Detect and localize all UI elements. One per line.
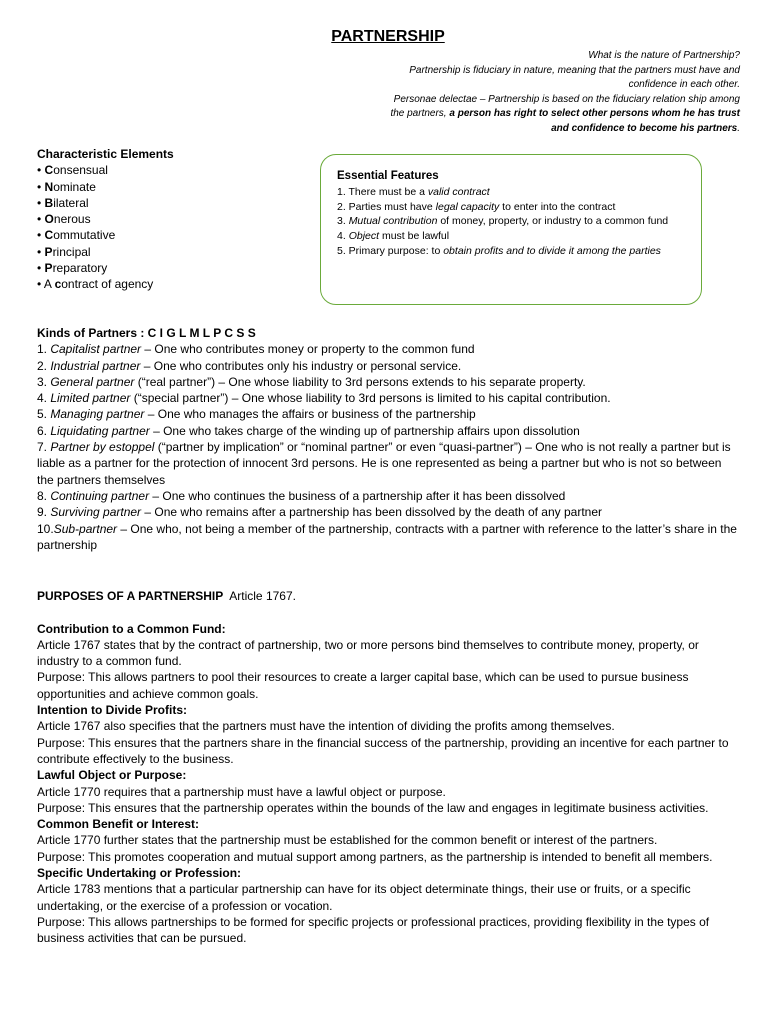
purposes-heading-line	[37, 588, 742, 604]
characteristic-item: • Onerous	[37, 212, 91, 227]
kinds-item: 3. General partner (“real partner”) – One whose liability to 3rd persons extends to his separate property.	[37, 374, 586, 389]
essential-feature-5: 5. Primary purpose: to obtain profits and to divide it among the parties	[337, 244, 661, 257]
characteristic-item: • A contract of agency	[37, 277, 154, 292]
essential-feature-3: 3. Mutual contribution of money, property, or industry to a common fund	[337, 215, 669, 228]
kinds-item: 5. Managing partner – One who manages the affairs or business of the partnership	[37, 407, 476, 422]
essential-heading: Essential Features	[337, 170, 439, 182]
kinds-item: 4. Limited partner (“special partner”) – One whose liability to 3rd persons is limited to his capital contribution.	[37, 391, 611, 406]
essential-features-box	[320, 154, 702, 305]
characteristic-heading: Characteristic Elements	[37, 147, 174, 161]
page-title: PARTNERSHIP	[331, 28, 445, 45]
delectae-bold: a person has right to select other persons whom he has trust and confidence to become his partners	[449, 108, 740, 134]
purpose-article: Article 1767 also specifies that the partners must have the intention of dividing the profits among themselves.	[37, 719, 615, 734]
nature-question: What is the nature of Partnership?	[588, 50, 740, 61]
nature-answer: Partnership is fiduciary in nature, meaning that the partners must have and confidence in each other.	[409, 64, 740, 90]
purposes-heading: PURPOSES OF A PARTNERSHIP	[37, 589, 224, 603]
purpose-article: Article 1767 states that by the contract of partnership, two or more persons bind themselves to contribute money, property, or industry to a common fund.	[37, 637, 699, 669]
characteristic-item: • Principal	[37, 244, 91, 259]
purpose-text: Purpose: This promotes cooperation and mutual support among partners, as the partnership is intended to benefit all members.	[37, 849, 713, 864]
essential-feature-4: 4. Object must be lawful	[337, 230, 450, 243]
purposes-article: Article 1767.	[229, 589, 296, 603]
nature-of-partnership-note	[380, 49, 740, 136]
purpose-title: Lawful Object or Purpose:	[37, 768, 187, 783]
kinds-item: 6. Liquidating partner – One who takes charge of the winding up of partnership affairs upon dissolution	[37, 423, 580, 438]
essential-feature-1: 1. There must be a valid contract	[337, 185, 490, 198]
purpose-text: Purpose: This ensures that the partnership operates within the bounds of the law and engages in legitimate business activities.	[37, 800, 709, 815]
kinds-item: 2. Industrial partner – One who contributes only his industry or personal service.	[37, 358, 462, 373]
characteristic-item: • Consensual	[37, 163, 108, 178]
kinds-item: 8. Continuing partner – One who continues the business of a partnership after it has been dissolved	[37, 488, 566, 503]
characteristic-item: • Nominate	[37, 179, 96, 194]
kinds-of-partners	[37, 325, 737, 553]
characteristic-item: • Bilateral	[37, 195, 89, 210]
essential-feature-2: 2. Parties must have legal capacity to enter into the contract	[337, 200, 616, 213]
characteristic-item: • Commutative	[37, 228, 116, 243]
personae-delectae	[380, 93, 740, 137]
purpose-title: Specific Undertaking or Profession:	[37, 866, 242, 881]
purposes-section	[37, 588, 742, 947]
kinds-item: 10.Sub-partner – One who, not being a member of the partnership, contracts with a partner with reference to the latter’s share in the partnership	[37, 521, 737, 552]
kinds-item: 7. Partner by estoppel (“partner by implication” or “nominal partner” or even “quasi-partner”) – One who is not really a partner but is liable as a partner for the protection of innocent 3rd persons. He is one represented as being a partner but who is not so between the partners themselves	[37, 440, 731, 487]
purpose-title: Common Benefit or Interest:	[37, 817, 200, 832]
purpose-title: Contribution to a Common Fund:	[37, 621, 226, 636]
purpose-text: Purpose: This ensures that the partners share in the financial success of the partnership, providing an incentive for each partner to contribute effectively to the business.	[37, 735, 729, 766]
characteristic-item: • Preparatory	[37, 261, 108, 276]
kinds-item: 1. Capitalist partner – One who contributes money or property to the common fund	[37, 342, 475, 357]
purpose-article: Article 1770 requires that a partnership must have a lawful object or purpose.	[37, 784, 446, 799]
delectae-end: .	[737, 122, 740, 134]
purpose-text: Purpose: This allows partners to pool their resources to create a larger capital base, which can be used to pursue business opportunities and achieve common goals.	[37, 670, 689, 701]
purpose-title: Intention to Divide Profits:	[37, 703, 187, 718]
kinds-heading: Kinds of Partners : C I G L M L P C S S	[37, 326, 256, 340]
purpose-article: Article 1770 further states that the partnership must be established for the common benefit or interest of the partners.	[37, 833, 658, 848]
purpose-article: Article 1783 mentions that a particular partnership can have for its object determinate things, their use or fruits, or a specific undertaking, or the exercise of a profession or vocation.	[37, 882, 691, 913]
kinds-item: 9. Surviving partner – One who remains after a partnership has been dissolved by the death of any partner	[37, 505, 603, 520]
purpose-text: Purpose: This allows partnerships to be formed for specific projects or professional practices, providing flexibility in the types of business activities that can be pursued.	[37, 914, 710, 946]
characteristic-elements	[37, 146, 307, 293]
delectae-text: Personae delectae – Partnership is based on the fiduciary relation ship among the partners,	[390, 93, 740, 119]
